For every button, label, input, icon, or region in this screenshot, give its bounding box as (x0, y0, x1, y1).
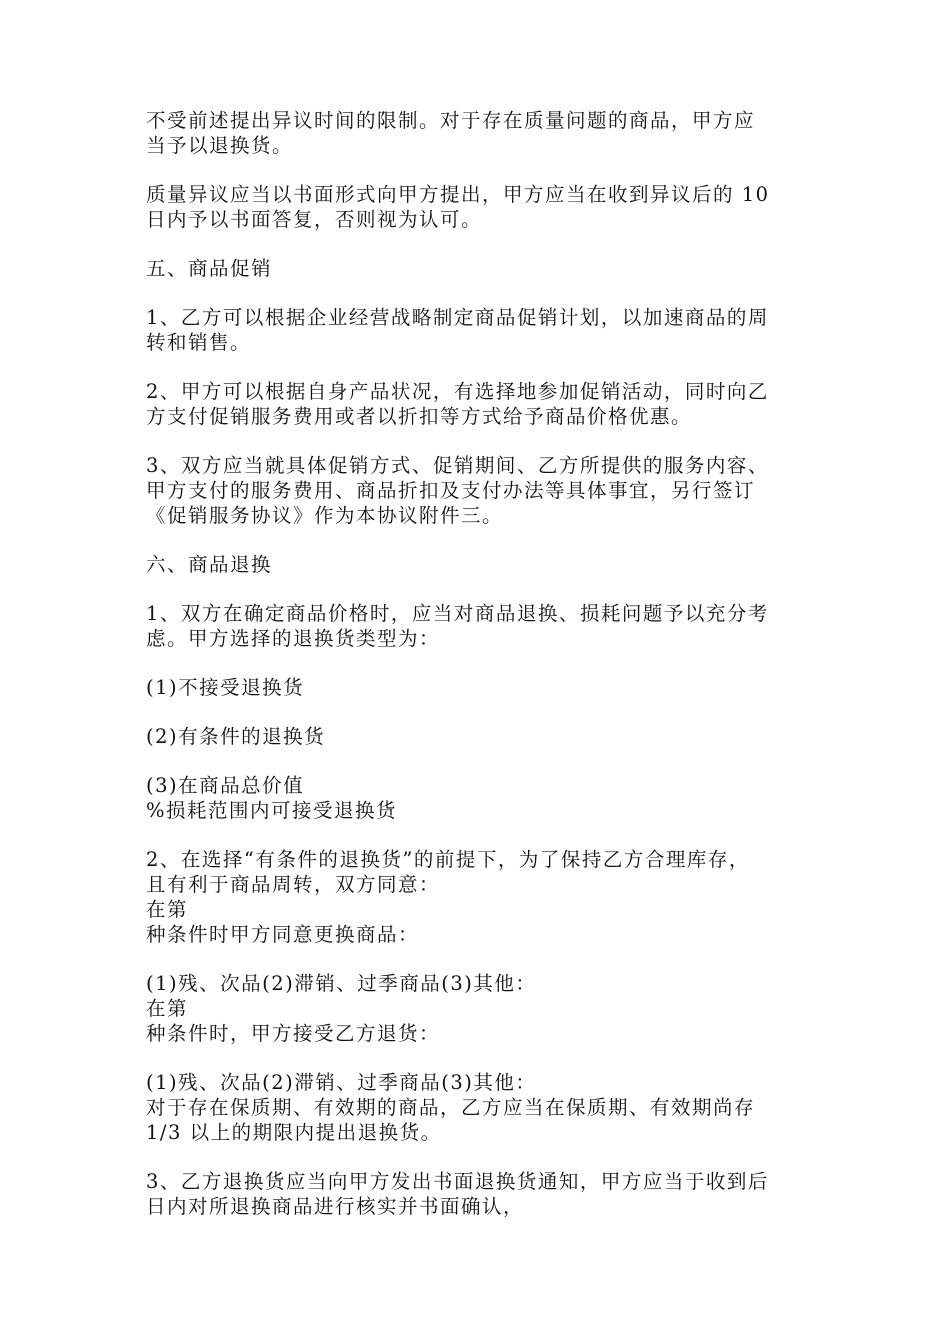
text-line: 1/3 以上的期限内提出退换货。 (146, 1121, 442, 1144)
text-line: 在第 (146, 997, 189, 1020)
paragraph-written-objection (146, 182, 816, 232)
section-heading-returns (146, 552, 816, 577)
document-body (146, 108, 816, 1243)
text-line: 3、乙方退换货应当向甲方发出书面退换货通知，甲方应当于收到后 (146, 1170, 769, 1193)
paragraph-returns-1 (146, 601, 816, 651)
paragraph-exchange-conditions (146, 971, 816, 1046)
text-line: (1)残、次品(2)滞销、过季商品(3)其他： (146, 972, 537, 995)
text-line: (1)残、次品(2)滞销、过季商品(3)其他： (146, 1071, 537, 1094)
text-line: 当予以退换货。 (146, 134, 294, 157)
option-loss-range-returns (146, 773, 816, 823)
option-conditional-returns (146, 724, 816, 749)
text-line: 2、甲方可以根据自身产品状况，有选择地参加促销活动，同时向乙 (146, 380, 769, 403)
option-no-returns (146, 675, 816, 700)
paragraph-return-conditions (146, 1070, 816, 1145)
text-line: 种条件时甲方同意更换商品： (146, 923, 420, 946)
text-line: 转和销售。 (146, 331, 252, 354)
text-line: 3、双方应当就具体促销方式、促销期间、乙方所提供的服务内容、 (146, 454, 769, 477)
section-heading-promotion (146, 256, 816, 281)
text-line: 对于存在保质期、有效期的商品，乙方应当在保质期、有效期尚存 (146, 1096, 756, 1119)
text-line: 方支付促销服务费用或者以折扣等方式给予商品价格优惠。 (146, 405, 693, 428)
text-line: 2、在选择“有条件的退换货”的前提下，为了保持乙方合理库存， (146, 848, 750, 871)
text-line: (2)有条件的退换货 (146, 725, 326, 748)
paragraph-promotion-3 (146, 453, 816, 528)
paragraph-promotion-2 (146, 379, 816, 429)
text-line: 1、双方在确定商品价格时，应当对商品退换、损耗问题予以充分考 (146, 602, 769, 625)
text-line: 虑。甲方选择的退换货类型为： (146, 627, 441, 650)
text-line: (1)不接受退换货 (146, 676, 305, 699)
paragraph-quality-objection-limit (146, 108, 816, 158)
text-line: 不受前述提出异议时间的限制。对于存在质量问题的商品，甲方应 (146, 109, 756, 132)
text-line: 质量异议应当以书面形式向甲方提出，甲方应当在收到异议后的 10 (146, 183, 770, 206)
text-line: 且有利于商品周转，双方同意： (146, 873, 441, 896)
text-line: 种条件时，甲方接受乙方退货： (146, 1022, 441, 1045)
text-line: 《促销服务协议》作为本协议附件三。 (146, 504, 504, 527)
text-line: 日内予以书面答复，否则视为认可。 (146, 208, 483, 231)
text-line: 日内对所退换商品进行核实并书面确认， (146, 1195, 525, 1218)
text-line: 1、乙方可以根据企业经营战略制定商品促销计划，以加速商品的周 (146, 306, 769, 329)
heading-text: 六、商品退换 (146, 553, 273, 576)
paragraph-returns-2 (146, 847, 816, 947)
paragraph-promotion-1 (146, 305, 816, 355)
paragraph-returns-3 (146, 1169, 816, 1219)
text-line: %损耗范围内可接受退换货 (146, 799, 398, 822)
text-line: 在第 (146, 898, 189, 921)
heading-text: 五、商品促销 (146, 257, 273, 280)
text-line: (3)在商品总价值 (146, 774, 305, 797)
text-line: 甲方支付的服务费用、商品折扣及支付办法等具体事宜，另行签订 (146, 479, 756, 502)
